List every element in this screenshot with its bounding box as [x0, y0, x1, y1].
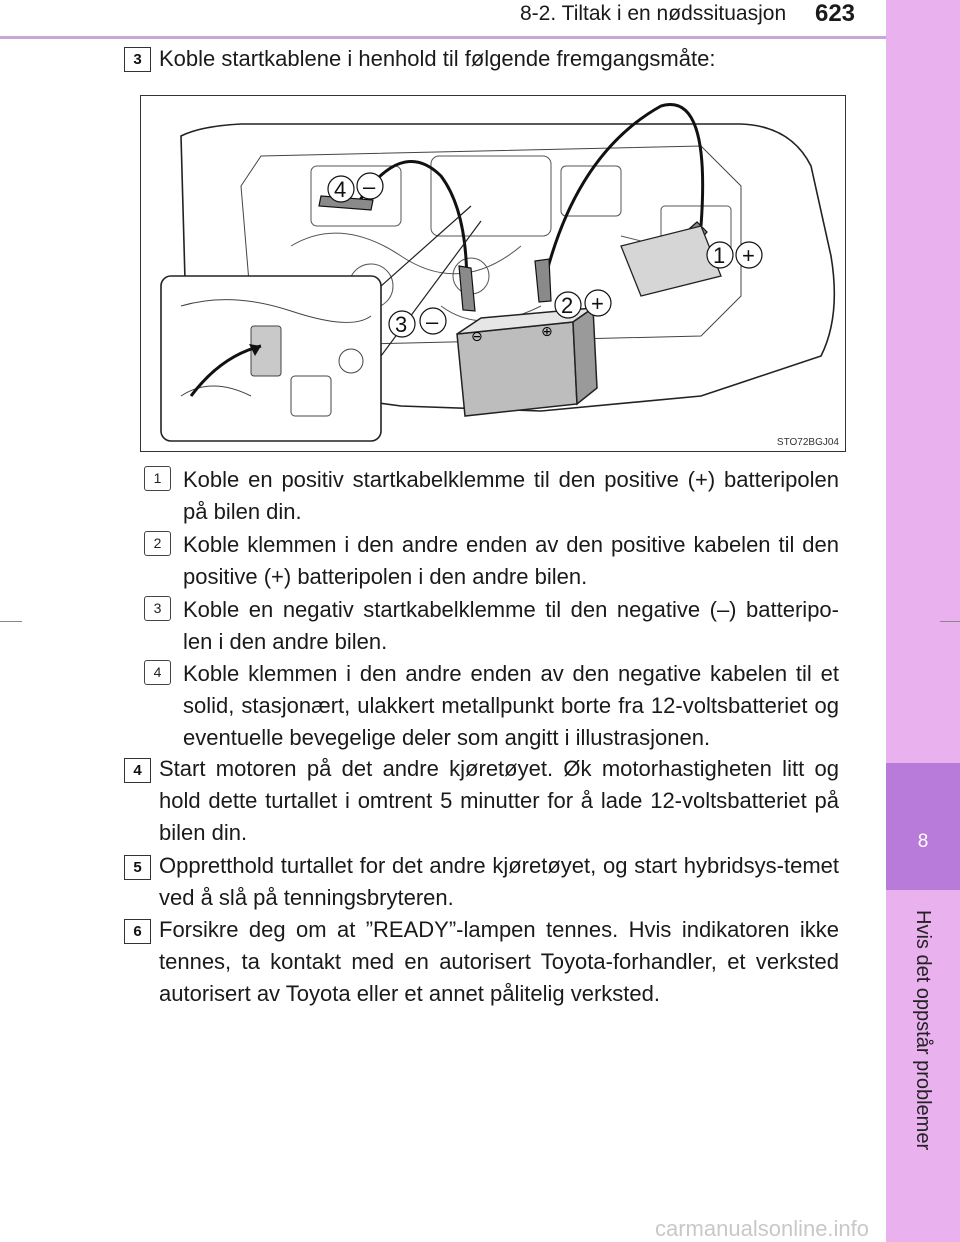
chapter-number: 8	[917, 831, 929, 852]
callout-1-number: 1	[713, 243, 726, 268]
step-number-badge: 4	[124, 758, 151, 783]
step-number-badge: 6	[124, 919, 151, 944]
callout-3-number: 3	[395, 312, 408, 337]
callout-1-sign: +	[742, 243, 755, 268]
battery-positive-sign: ⊕	[541, 324, 553, 340]
step-text: Oppretthold turtallet for det andre kjøretøyet, og start hybridsys-temet ved å slå på tenningsbryteren.	[159, 853, 839, 910]
substep-text: Koble en positiv startkabelklemme til den positive (+) batteripolen på bilen din.	[183, 467, 839, 524]
section-title: 8-2. Tiltak i en nødssituasjon	[520, 2, 787, 25]
jump-start-illustration	[140, 95, 846, 452]
engine-bay-drawing	[141, 96, 845, 451]
step-text: Forsikre deg om at ”READY”-lampen tennes. Hvis indikatoren ikke tennes, ta kontakt med en autorisert Toyota-forhandler, et verksted autorisert av Toyota eller et annet pålitelig verksted.	[159, 917, 839, 1006]
chapter-title: Hvis det oppstår problemer	[912, 910, 934, 1151]
substep-text: Koble klemmen i den andre enden av den negative kabelen til et solid, stasjonært, ulakkert metallpunkt borte fra 12-voltsbatteriet og eventuelle bevegelige deler som angitt i illustrasjonen.	[183, 661, 839, 750]
step-number-badge: 3	[124, 47, 151, 72]
substep-text: Koble en negativ startkabelklemme til den negative (–) batteripo-len i den andre bilen.	[183, 597, 839, 654]
battery-negative-sign: ⊖	[471, 329, 483, 345]
callout-3-sign: –	[426, 309, 439, 334]
step-text: Start motoren på det andre kjøretøyet. Øk motorhastigheten litt og hold dette turtallet i omtrent 5 minutter for å lade 12-voltsbatteriet på bilen din.	[159, 756, 839, 845]
chapter-tab	[886, 763, 960, 890]
header-rule	[0, 36, 886, 39]
callout-4	[328, 173, 383, 202]
substep-number-badge: 3	[144, 596, 171, 621]
figure-code: STO72BGJ04	[776, 437, 839, 448]
callout-2-number: 2	[561, 293, 574, 318]
callout-3	[389, 308, 446, 337]
substep-number-badge: 2	[144, 531, 171, 556]
watermark: carmanualsonline.info	[655, 1216, 870, 1241]
crop-mark-right	[940, 621, 960, 622]
page-number: 623	[814, 0, 856, 27]
substep-number-badge: 4	[144, 660, 171, 685]
callout-2-sign: +	[591, 291, 604, 316]
substep-text: Koble klemmen i den andre enden av den positive kabelen til den positive (+) batteripolen i den andre bilen.	[183, 532, 839, 589]
callout-1	[707, 242, 762, 268]
crop-mark-left	[0, 621, 22, 622]
callout-4-number: 4	[334, 177, 347, 202]
step-number-badge: 5	[124, 855, 151, 880]
step-text: Koble startkablene i henhold til følgende fremgangsmåte:	[159, 46, 716, 71]
substep-number-badge: 1	[144, 466, 171, 491]
callout-4-sign: –	[363, 174, 376, 199]
